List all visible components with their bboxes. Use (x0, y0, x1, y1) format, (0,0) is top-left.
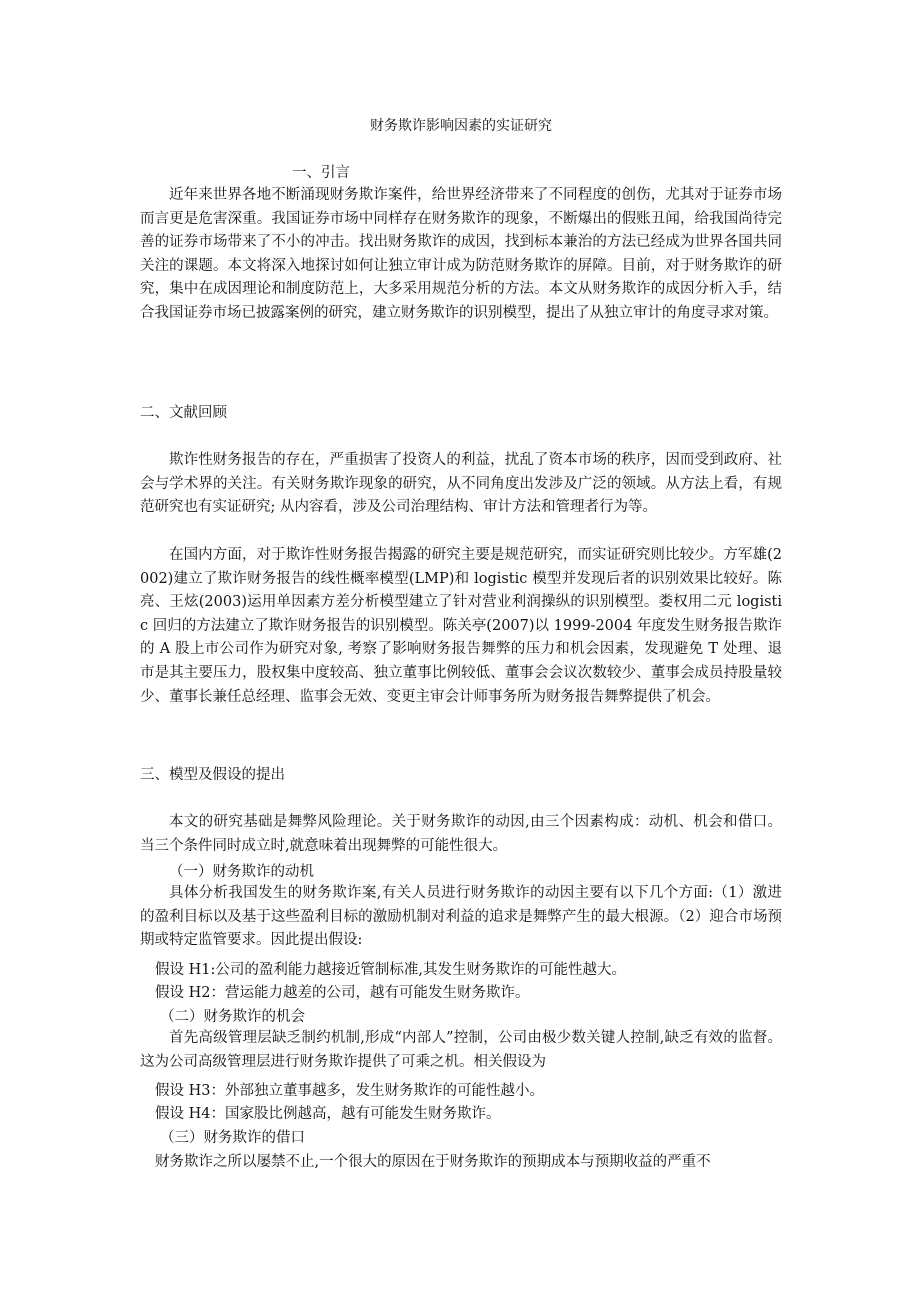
opportunity-paragraph: 首先高级管理层缺乏制约机制,形成“内部人”控制，公司由极少数关键人控制,缺乏有效的监督。这为公司高级管理层进行财务欺诈提供了可乘之机。相关假设为 (140, 1030, 782, 1070)
section-heading-intro: 一、引言 (292, 165, 350, 181)
document-title: 财务欺诈影响因素的实证研究 (370, 118, 552, 134)
review-paragraph-1: 欺诈性财务报告的存在，严重损害了投资人的利益，扰乱了资本市场的秩序，因而受到政府、社会与学术界的关注。有关财务欺诈现象的研究，从不同角度出发涉及广泛的领域。从方法上看，有规范研究也有实证研究; 从内容看，涉及公司治理结构、审计方法和管理者行为等。 (140, 452, 782, 516)
motive-paragraph: 具体分析我国发生的财务欺诈案,有关人员进行财务欺诈的动因主要有以下几个方面:（1）激进的盈利目标以及基于这些盈利目标的激励机制对利益的追求是舞弊产生的最大根源。（2）迎合市场预期或特定监管要求。因此提出假设: (140, 885, 782, 949)
subsection-heading-excuse: （三）财务欺诈的借口 (160, 1130, 305, 1146)
section-heading-review: 二、文献回顾 (140, 405, 227, 421)
intro-paragraph: 近年来世界各地不断涌现财务欺诈案件，给世界经济带来了不同程度的创伤，尤其对于证券市场而言更是危害深重。我国证券市场中同样存在财务欺诈的现象，不断爆出的假账丑闻，给我国尚待完善的证券市场带来了不小的冲击。找出财务欺诈的成因，找到标本兼治的方法已经成为世界各国共同关注的课题。本文将深入地探讨如何让独立审计成为防范财务欺诈的屏障。目前，对于财务欺诈的研究，集中在成因理论和制度防范上，大多采用规范分析的方法。本文从财务欺诈的成因分析入手，结合我国证券市场已披露案例的研究，建立财务欺诈的识别模型，提出了从独立审计的角度寻求对策。 (140, 187, 782, 321)
subsection-heading-motive: （一）财务欺诈的动机 (169, 864, 314, 880)
subsection-heading-opportunity: （二）财务欺诈的机会 (160, 1009, 305, 1025)
excuse-paragraph: 财务欺诈之所以屡禁不止,一个很大的原因在于财务欺诈的预期成本与预期收益的严重不 (155, 1154, 711, 1170)
model-paragraph: 本文的研究基础是舞弊风险理论。关于财务欺诈的动因,由三个因素构成：动机、机会和借口。当三个条件同时成立时,就意味着出现舞弊的可能性很大。 (140, 814, 782, 854)
section-heading-model: 三、模型及假设的提出 (140, 767, 285, 783)
review-paragraph-2: 在国内方面，对于欺诈性财务报告揭露的研究主要是规范研究，而实证研究则比较少。方军雄(2002)建立了欺诈财务报告的线性概率模型(LMP)和 logistic 模型并发现后者的识别效果比较好。陈亮、王炫(2003)运用单因素方差分析模型建立了针对营业利润操纵的识别模型。娄权用二元 logistic 回归的方法建立了欺诈财务报告的识别模型。陈关亭(2007)以 1999-2004 年度发生财务报告欺诈的 A 股上市公司作为研究对象, 考察了影响财务报告舞弊的压力和机会因素，发现避免 T 处理、退市是其主要压力，股权集中度较高、独立董事比例较低、董事会会议次数较少、董事会成员持股量较少、董事长兼任总经理、监事会无效、变更主审会计师事务所为财务报告舞弊提供了机会。 (140, 547, 782, 705)
hypothesis-h1: 假设 H1:公司的盈利能力越接近管制标准,其发生财务欺诈的可能性越大。 (155, 962, 626, 978)
hypothesis-h4: 假设 H4：国家股比例越高，越有可能发生财务欺诈。 (155, 1106, 501, 1122)
hypothesis-h2: 假设 H2：营运能力越差的公司，越有可能发生财务欺诈。 (155, 985, 530, 1001)
hypothesis-h3: 假设 H3：外部独立董事越多，发生财务欺诈的可能性越小。 (155, 1083, 544, 1099)
